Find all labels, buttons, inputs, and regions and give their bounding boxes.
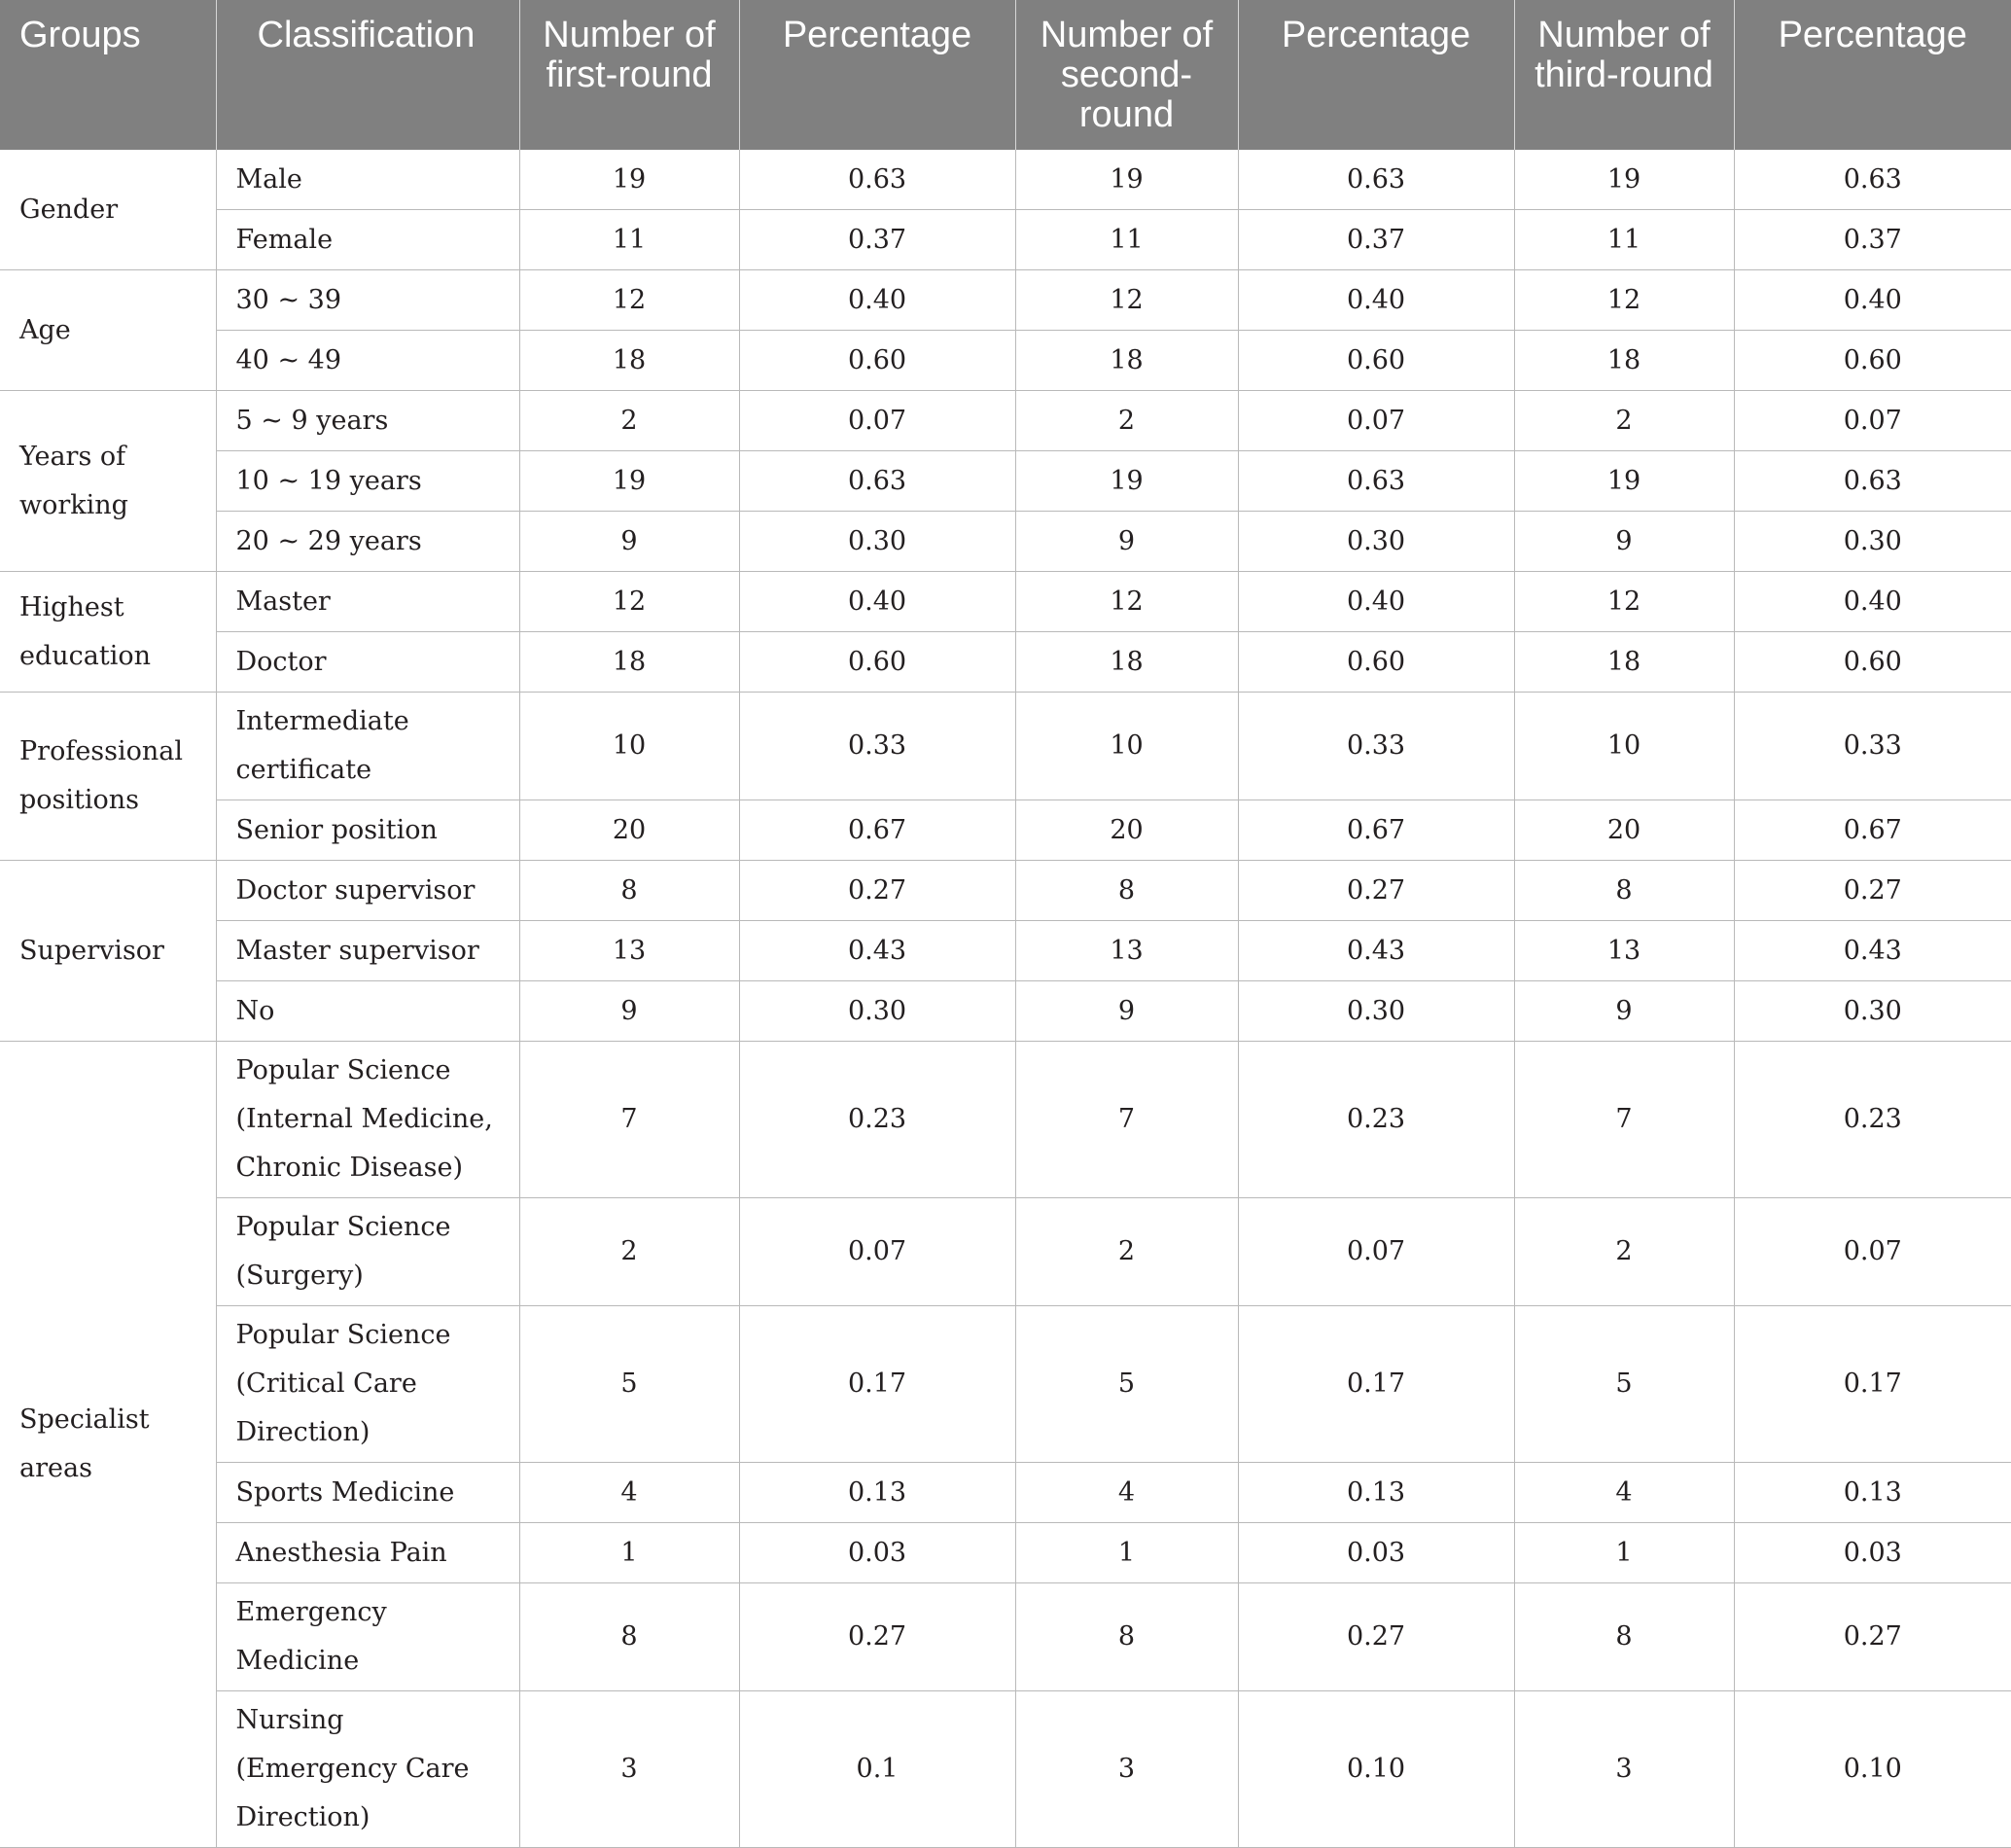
classification-cell: 30 ~ 39	[216, 270, 519, 331]
number-third-round-cell: 2	[1514, 1198, 1734, 1306]
percentage-second-cell: 0.67	[1238, 800, 1514, 861]
number-first-round-cell: 19	[519, 451, 739, 512]
table-row	[0, 800, 2011, 861]
table-row	[0, 512, 2011, 572]
classification-cell: 20 ~ 29 years	[216, 512, 519, 572]
classification-cell: Female	[216, 210, 519, 270]
percentage-second-cell: 0.37	[1238, 210, 1514, 270]
number-first-round-cell: 11	[519, 210, 739, 270]
percentage-first-cell: 0.40	[739, 270, 1015, 331]
percentage-third-cell: 0.27	[1734, 1583, 2011, 1691]
percentage-first-cell: 0.13	[739, 1463, 1015, 1523]
number-third-round-cell: 20	[1514, 800, 1734, 861]
percentage-third-cell: 0.13	[1734, 1463, 2011, 1523]
table-row	[0, 572, 2011, 632]
percentage-third-cell: 0.63	[1734, 451, 2011, 512]
number-second-round-cell: 20	[1015, 800, 1238, 861]
percentage-second-cell: 0.60	[1238, 632, 1514, 693]
number-second-round-cell: 19	[1015, 451, 1238, 512]
group-cell: Supervisor	[0, 861, 216, 1042]
number-second-round-cell: 9	[1015, 512, 1238, 572]
table-row	[0, 391, 2011, 451]
header-percentage-second: Percentage	[1238, 0, 1514, 150]
classification-cell: Popular Science (Internal Medicine, Chronic Disease)	[216, 1042, 519, 1198]
header-number-third-round: Number of third-round	[1514, 0, 1734, 150]
table-row	[0, 1463, 2011, 1523]
classification-cell: Popular Science (Surgery)	[216, 1198, 519, 1306]
number-first-round-cell: 9	[519, 981, 739, 1042]
classification-cell: Senior position	[216, 800, 519, 861]
group-cell: Professional positions	[0, 693, 216, 861]
number-second-round-cell: 8	[1015, 1583, 1238, 1691]
number-second-round-cell: 7	[1015, 1042, 1238, 1198]
table-row	[0, 921, 2011, 981]
number-third-round-cell: 8	[1514, 1583, 1734, 1691]
number-second-round-cell: 3	[1015, 1691, 1238, 1848]
percentage-third-cell: 0.30	[1734, 512, 2011, 572]
number-first-round-cell: 12	[519, 572, 739, 632]
classification-cell: Anesthesia Pain	[216, 1523, 519, 1583]
number-second-round-cell: 18	[1015, 331, 1238, 391]
percentage-first-cell: 0.1	[739, 1691, 1015, 1848]
number-first-round-cell: 3	[519, 1691, 739, 1848]
header-percentage-first: Percentage	[739, 0, 1015, 150]
classification-cell: Popular Science (Critical Care Direction)	[216, 1306, 519, 1463]
classification-cell: Master	[216, 572, 519, 632]
percentage-second-cell: 0.33	[1238, 693, 1514, 800]
percentage-first-cell: 0.07	[739, 1198, 1015, 1306]
header-classification: Classification	[216, 0, 519, 150]
percentage-second-cell: 0.60	[1238, 331, 1514, 391]
percentage-first-cell: 0.67	[739, 800, 1015, 861]
percentage-second-cell: 0.07	[1238, 1198, 1514, 1306]
table-row	[0, 451, 2011, 512]
percentage-second-cell: 0.40	[1238, 572, 1514, 632]
table-row	[0, 632, 2011, 693]
percentage-third-cell: 0.27	[1734, 861, 2011, 921]
number-first-round-cell: 8	[519, 861, 739, 921]
number-second-round-cell: 19	[1015, 150, 1238, 210]
percentage-first-cell: 0.23	[739, 1042, 1015, 1198]
number-first-round-cell: 9	[519, 512, 739, 572]
percentage-third-cell: 0.23	[1734, 1042, 2011, 1198]
percentage-first-cell: 0.60	[739, 632, 1015, 693]
percentage-third-cell: 0.40	[1734, 572, 2011, 632]
header-number-first-round: Number of first-round	[519, 0, 739, 150]
percentage-second-cell: 0.23	[1238, 1042, 1514, 1198]
header-row	[0, 0, 2011, 150]
percentage-third-cell: 0.03	[1734, 1523, 2011, 1583]
table-row	[0, 693, 2011, 800]
percentage-second-cell: 0.43	[1238, 921, 1514, 981]
number-first-round-cell: 8	[519, 1583, 739, 1691]
classification-cell: Sports Medicine	[216, 1463, 519, 1523]
percentage-third-cell: 0.60	[1734, 632, 2011, 693]
table-row	[0, 1042, 2011, 1198]
percentage-third-cell: 0.30	[1734, 981, 2011, 1042]
classification-cell: Nursing (Emergency Care Direction)	[216, 1691, 519, 1848]
percentage-third-cell: 0.17	[1734, 1306, 2011, 1463]
classification-cell: 5 ~ 9 years	[216, 391, 519, 451]
table-body	[0, 150, 2011, 1848]
percentage-second-cell: 0.13	[1238, 1463, 1514, 1523]
percentage-third-cell: 0.07	[1734, 391, 2011, 451]
number-first-round-cell: 13	[519, 921, 739, 981]
number-third-round-cell: 4	[1514, 1463, 1734, 1523]
percentage-first-cell: 0.30	[739, 512, 1015, 572]
number-third-round-cell: 1	[1514, 1523, 1734, 1583]
group-cell: Years of working	[0, 391, 216, 572]
percentage-first-cell: 0.33	[739, 693, 1015, 800]
number-first-round-cell: 5	[519, 1306, 739, 1463]
classification-cell: 40 ~ 49	[216, 331, 519, 391]
percentage-first-cell: 0.37	[739, 210, 1015, 270]
number-first-round-cell: 18	[519, 632, 739, 693]
percentage-second-cell: 0.03	[1238, 1523, 1514, 1583]
table-row	[0, 981, 2011, 1042]
percentage-third-cell: 0.43	[1734, 921, 2011, 981]
classification-cell: No	[216, 981, 519, 1042]
number-third-round-cell: 8	[1514, 861, 1734, 921]
table-row	[0, 331, 2011, 391]
percentage-second-cell: 0.07	[1238, 391, 1514, 451]
number-first-round-cell: 19	[519, 150, 739, 210]
number-third-round-cell: 18	[1514, 632, 1734, 693]
number-third-round-cell: 3	[1514, 1691, 1734, 1848]
percentage-first-cell: 0.63	[739, 150, 1015, 210]
table-row	[0, 150, 2011, 210]
percentage-third-cell: 0.60	[1734, 331, 2011, 391]
number-first-round-cell: 7	[519, 1042, 739, 1198]
percentage-first-cell: 0.43	[739, 921, 1015, 981]
group-cell: Highest education	[0, 572, 216, 693]
percentage-second-cell: 0.30	[1238, 981, 1514, 1042]
classification-cell: Doctor	[216, 632, 519, 693]
table-row	[0, 270, 2011, 331]
percentage-third-cell: 0.67	[1734, 800, 2011, 861]
classification-cell: Doctor supervisor	[216, 861, 519, 921]
number-third-round-cell: 12	[1514, 572, 1734, 632]
number-third-round-cell: 5	[1514, 1306, 1734, 1463]
group-cell: Specialist areas	[0, 1042, 216, 1848]
percentage-third-cell: 0.07	[1734, 1198, 2011, 1306]
number-first-round-cell: 1	[519, 1523, 739, 1583]
number-second-round-cell: 10	[1015, 693, 1238, 800]
percentage-second-cell: 0.27	[1238, 1583, 1514, 1691]
number-first-round-cell: 2	[519, 391, 739, 451]
percentage-third-cell: 0.33	[1734, 693, 2011, 800]
table-row	[0, 210, 2011, 270]
header-percentage-third: Percentage	[1734, 0, 2011, 150]
number-third-round-cell: 18	[1514, 331, 1734, 391]
percentage-second-cell: 0.40	[1238, 270, 1514, 331]
percentage-third-cell: 0.37	[1734, 210, 2011, 270]
percentage-first-cell: 0.60	[739, 331, 1015, 391]
number-third-round-cell: 2	[1514, 391, 1734, 451]
percentage-second-cell: 0.10	[1238, 1691, 1514, 1848]
group-cell: Age	[0, 270, 216, 391]
number-first-round-cell: 12	[519, 270, 739, 331]
classification-cell: Emergency Medicine	[216, 1583, 519, 1691]
table-row	[0, 1198, 2011, 1306]
number-second-round-cell: 1	[1015, 1523, 1238, 1583]
percentage-first-cell: 0.27	[739, 861, 1015, 921]
percentage-second-cell: 0.17	[1238, 1306, 1514, 1463]
number-third-round-cell: 11	[1514, 210, 1734, 270]
number-second-round-cell: 2	[1015, 391, 1238, 451]
percentage-first-cell: 0.40	[739, 572, 1015, 632]
percentage-first-cell: 0.63	[739, 451, 1015, 512]
table-row	[0, 1306, 2011, 1463]
number-third-round-cell: 13	[1514, 921, 1734, 981]
table-row	[0, 1523, 2011, 1583]
number-second-round-cell: 5	[1015, 1306, 1238, 1463]
number-second-round-cell: 2	[1015, 1198, 1238, 1306]
classification-cell: Master supervisor	[216, 921, 519, 981]
header-number-second-round: Number of second-round	[1015, 0, 1238, 150]
table-row	[0, 861, 2011, 921]
percentage-second-cell: 0.63	[1238, 150, 1514, 210]
number-second-round-cell: 9	[1015, 981, 1238, 1042]
number-second-round-cell: 12	[1015, 270, 1238, 331]
percentage-second-cell: 0.63	[1238, 451, 1514, 512]
number-third-round-cell: 9	[1514, 512, 1734, 572]
number-first-round-cell: 18	[519, 331, 739, 391]
number-third-round-cell: 19	[1514, 150, 1734, 210]
number-first-round-cell: 4	[519, 1463, 739, 1523]
number-third-round-cell: 12	[1514, 270, 1734, 331]
number-third-round-cell: 10	[1514, 693, 1734, 800]
table-header	[0, 0, 2011, 150]
number-first-round-cell: 2	[519, 1198, 739, 1306]
classification-cell: Intermediate certificate	[216, 693, 519, 800]
number-second-round-cell: 12	[1015, 572, 1238, 632]
percentage-first-cell: 0.03	[739, 1523, 1015, 1583]
number-second-round-cell: 18	[1015, 632, 1238, 693]
number-third-round-cell: 7	[1514, 1042, 1734, 1198]
header-groups: Groups	[0, 0, 216, 150]
percentage-third-cell: 0.10	[1734, 1691, 2011, 1848]
percentage-first-cell: 0.17	[739, 1306, 1015, 1463]
group-cell: Gender	[0, 150, 216, 270]
number-first-round-cell: 20	[519, 800, 739, 861]
percentage-first-cell: 0.30	[739, 981, 1015, 1042]
table-row	[0, 1583, 2011, 1691]
classification-cell: Male	[216, 150, 519, 210]
percentage-first-cell: 0.07	[739, 391, 1015, 451]
classification-cell: 10 ~ 19 years	[216, 451, 519, 512]
number-second-round-cell: 13	[1015, 921, 1238, 981]
percentage-third-cell: 0.63	[1734, 150, 2011, 210]
number-second-round-cell: 11	[1015, 210, 1238, 270]
number-third-round-cell: 19	[1514, 451, 1734, 512]
percentage-second-cell: 0.30	[1238, 512, 1514, 572]
number-second-round-cell: 8	[1015, 861, 1238, 921]
percentage-third-cell: 0.40	[1734, 270, 2011, 331]
number-second-round-cell: 4	[1015, 1463, 1238, 1523]
percentage-second-cell: 0.27	[1238, 861, 1514, 921]
number-third-round-cell: 9	[1514, 981, 1734, 1042]
number-first-round-cell: 10	[519, 693, 739, 800]
percentage-first-cell: 0.27	[739, 1583, 1015, 1691]
